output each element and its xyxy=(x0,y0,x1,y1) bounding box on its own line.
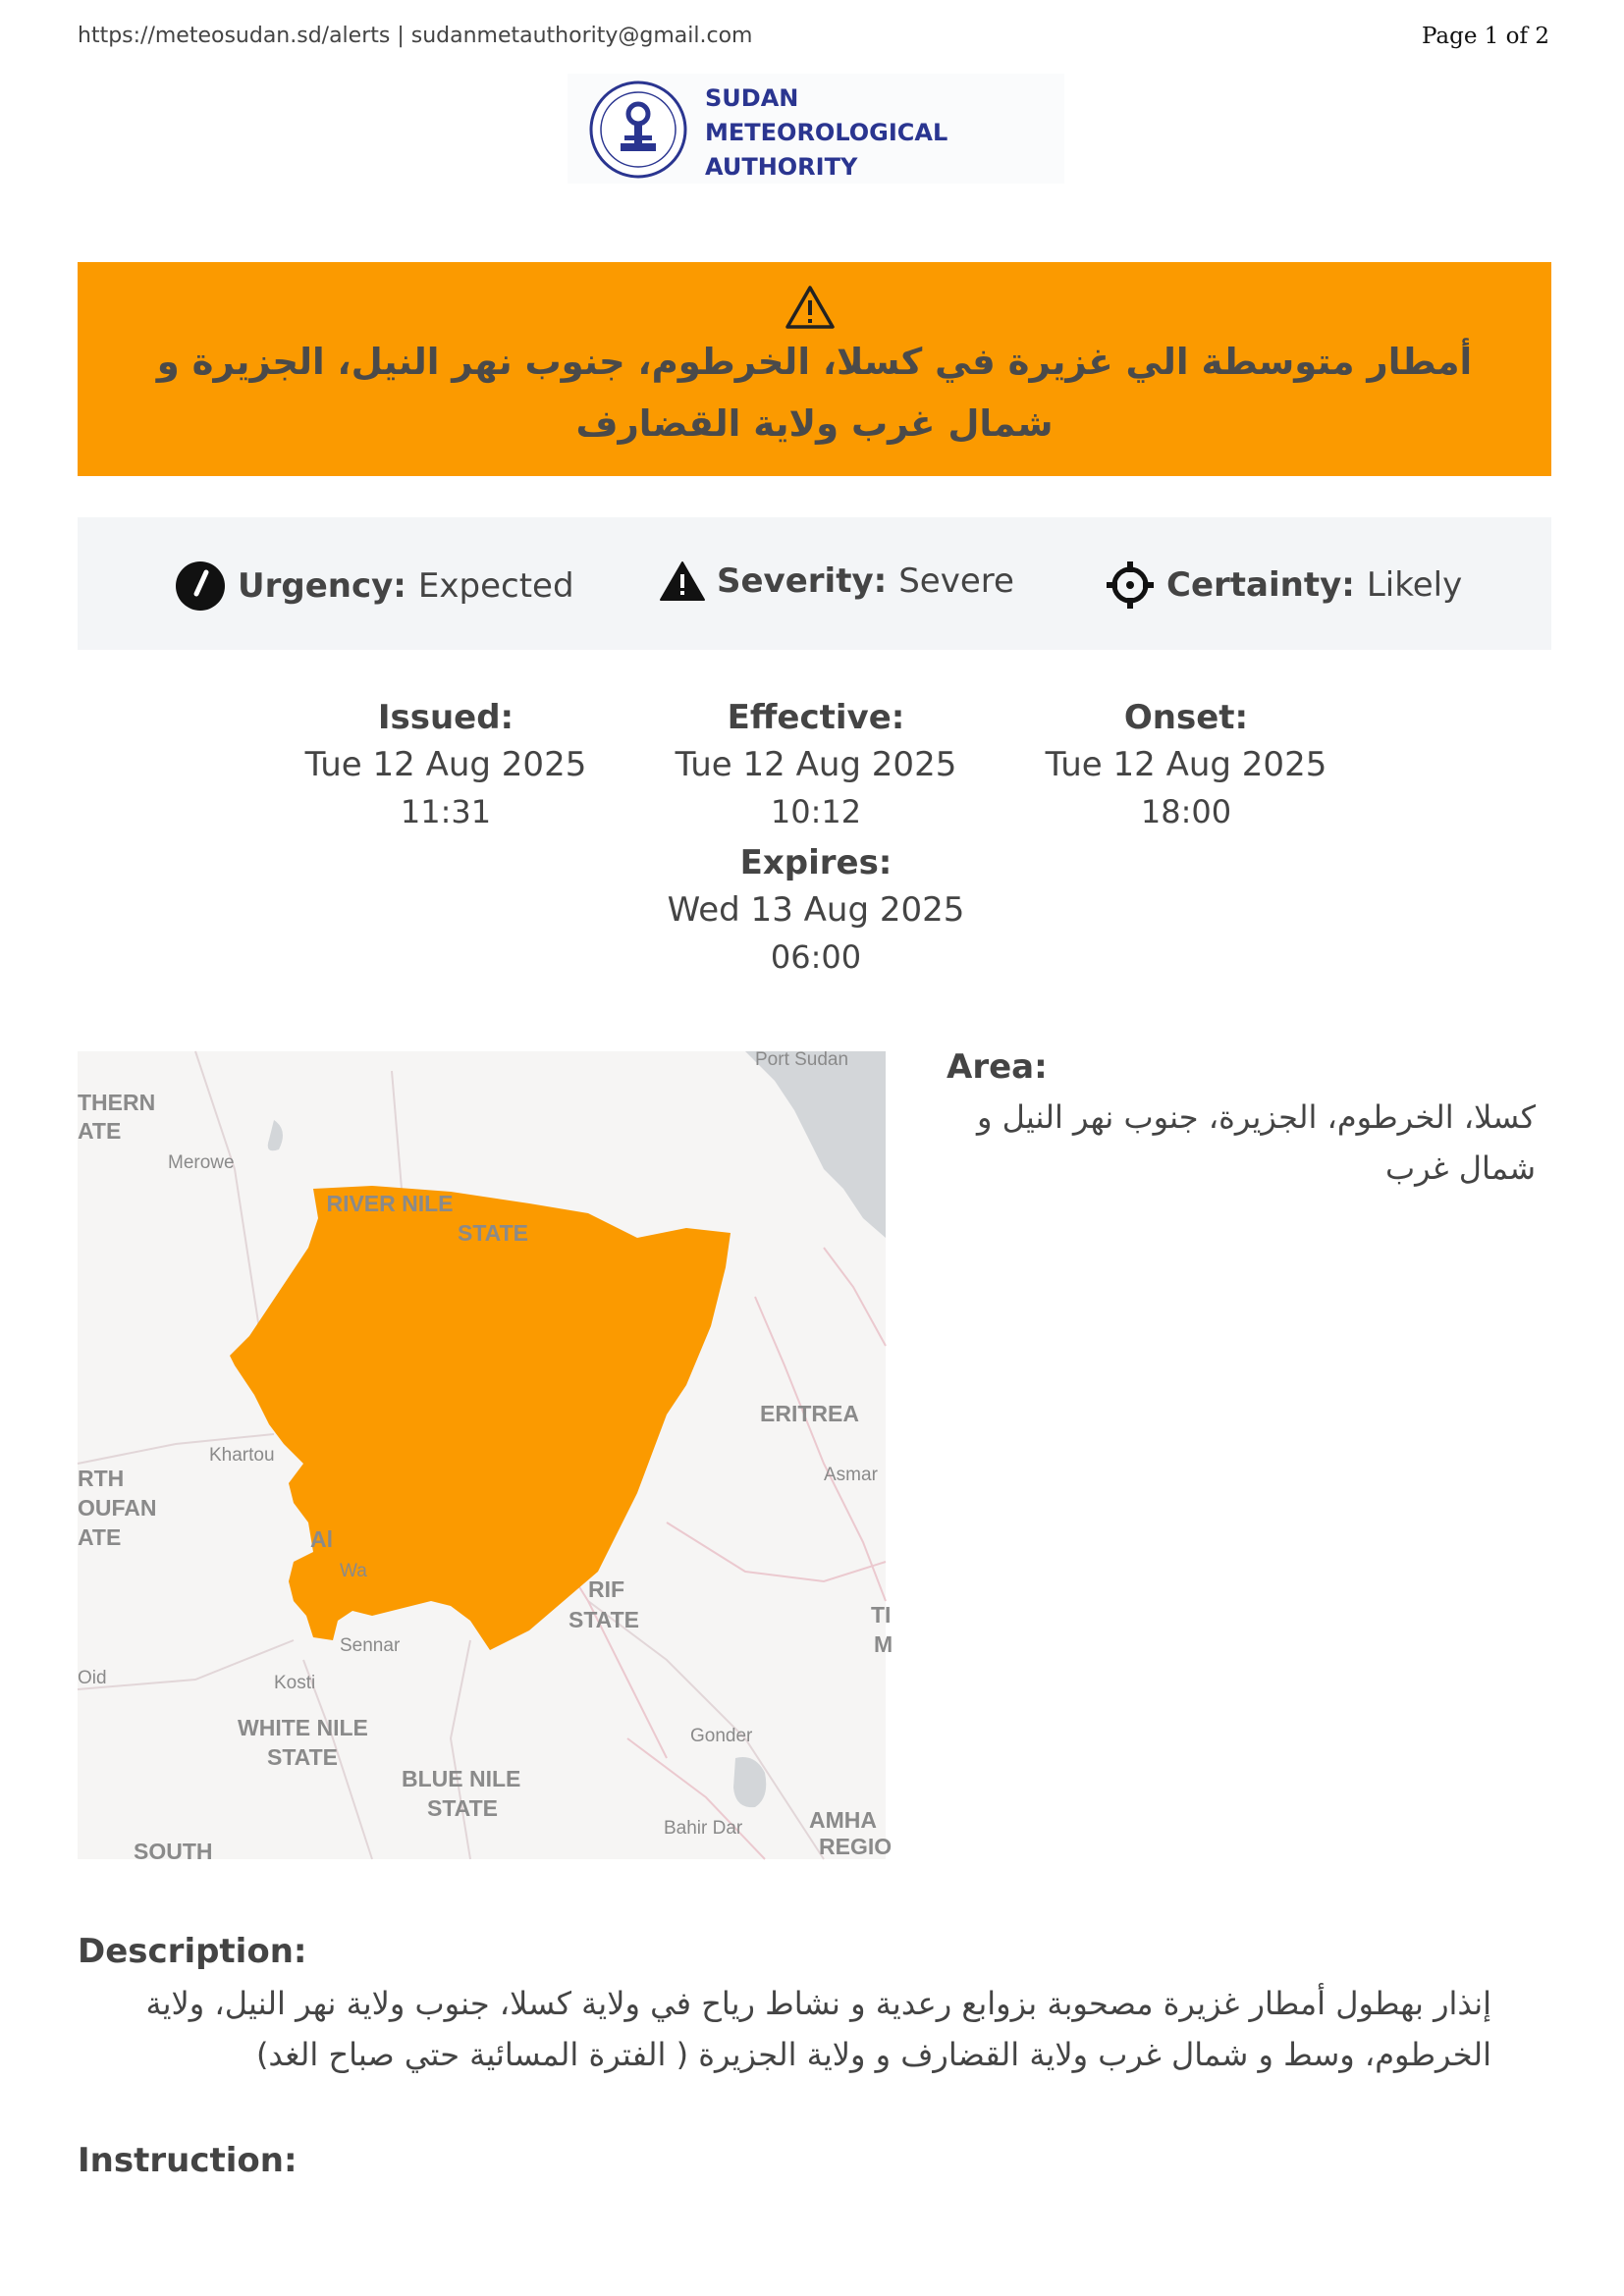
map-label-merowe: Merowe xyxy=(168,1152,235,1173)
urgency-value: Expected xyxy=(417,566,574,606)
logo-line-3: AUTHORITY xyxy=(705,153,858,181)
alert-meta-strip xyxy=(78,517,1551,650)
issued-date: Tue 12 Aug 2025 xyxy=(304,745,587,784)
onset-time: 18:00 xyxy=(1140,793,1232,830)
map-svg xyxy=(78,1049,893,1864)
map-label-ti: TI xyxy=(871,1602,892,1628)
onset-block xyxy=(1019,695,1353,834)
map-label-northern-2: ATE xyxy=(78,1118,122,1144)
map-label-white-nile-1: WHITE NILE xyxy=(238,1715,368,1740)
map-label-blue-nile-1: BLUE NILE xyxy=(402,1766,521,1791)
area-value: كسلا، الخرطوم، الجزيرة، جنوب نهر النيل و شمال غرب xyxy=(977,1098,1536,1187)
warning-icon xyxy=(660,561,705,602)
effective-time: 10:12 xyxy=(770,793,862,830)
expires-block xyxy=(649,840,983,980)
urgency-label: Urgency: xyxy=(238,566,406,606)
certainty-item xyxy=(1106,561,1462,610)
effective-date: Tue 12 Aug 2025 xyxy=(675,745,957,784)
page-indicator: Page 1 of 2 xyxy=(1421,24,1549,49)
crosshair-icon xyxy=(1106,561,1155,610)
warning-triangle-icon xyxy=(784,284,837,331)
severity-item xyxy=(660,561,1014,602)
header-contact-text: https://meteosudan.sd/alerts | sudanmetauthority@gmail.com xyxy=(78,24,753,48)
map-label-amhara-1: AMHA xyxy=(809,1807,877,1833)
map-label-obeid: Oid xyxy=(78,1668,107,1688)
alert-area-map xyxy=(78,1049,893,1864)
map-label-bahir-dar: Bahir Dar xyxy=(664,1818,743,1839)
map-label-south: SOUTH xyxy=(134,1839,213,1864)
description-value: إنذار بهطول أمطار غزيرة مصحوبة بزوابع رعدية و نشاط رياح في ولاية كسلا، جنوب ولاية نهر النيل، ولاية الخرطوم، وسط و شمال غرب ولاية القضارف و ولاية الجزيرة ( الفترة المسائية حتي صباح الغد) xyxy=(145,1985,1491,2073)
lake-shape xyxy=(268,1120,283,1150)
instruction-label: Instruction: xyxy=(78,2141,298,2180)
map-label-blue-nile-2: STATE xyxy=(427,1795,498,1821)
severity-label: Severity: xyxy=(717,561,888,601)
map-label-kordofan-2: OUFAN xyxy=(78,1495,157,1521)
map-label-al: Al xyxy=(310,1526,333,1552)
severity-value: Severe xyxy=(898,561,1014,601)
effective-block xyxy=(649,695,983,834)
map-label-kordofan-1: RTH xyxy=(78,1466,125,1491)
map-label-port-sudan: Port Sudan xyxy=(755,1049,849,1070)
map-label-white-nile-2: STATE xyxy=(267,1744,338,1770)
logo xyxy=(568,74,1064,184)
map-label-wad: Wa xyxy=(340,1561,367,1581)
clock-icon xyxy=(175,561,226,612)
issued-label: Issued: xyxy=(377,698,514,737)
map-label-river-nile-2: STATE xyxy=(458,1220,528,1246)
issued-block xyxy=(279,695,613,834)
certainty-label: Certainty: xyxy=(1166,565,1355,605)
issued-time: 11:31 xyxy=(400,793,492,830)
map-label-m: M xyxy=(874,1631,893,1657)
map-label-sennar: Sennar xyxy=(340,1635,401,1656)
effective-label: Effective: xyxy=(727,698,905,737)
map-label-kordofan-3: ATE xyxy=(78,1524,122,1550)
red-sea-shape xyxy=(745,1051,886,1238)
logo-line-2: METEOROLOGICAL xyxy=(705,119,948,146)
urgency-item xyxy=(175,561,574,612)
map-label-gedaref-state: STATE xyxy=(568,1607,639,1632)
alert-area-polygon xyxy=(230,1186,731,1650)
map-label-kosti: Kosti xyxy=(274,1673,316,1693)
map-label-amhara-2: REGIO xyxy=(819,1834,893,1859)
map-label-khartoum: Khartou xyxy=(209,1445,275,1466)
expires-label: Expires: xyxy=(739,843,893,882)
onset-date: Tue 12 Aug 2025 xyxy=(1045,745,1327,784)
map-label-rif: RIF xyxy=(588,1576,625,1602)
map-label-asmara: Asmar xyxy=(824,1465,878,1485)
expires-date: Wed 13 Aug 2025 xyxy=(667,890,965,930)
map-label-eritrea: ERITREA xyxy=(760,1401,859,1426)
onset-label: Onset: xyxy=(1123,698,1249,737)
map-label-river-nile-1: RIVER NILE xyxy=(326,1191,454,1216)
description-label: Description: xyxy=(78,1932,307,1971)
map-label-northern-1: THERN xyxy=(78,1090,156,1115)
expires-time: 06:00 xyxy=(770,938,862,976)
map-label-gonder: Gonder xyxy=(690,1726,753,1746)
area-label: Area: xyxy=(947,1047,1048,1087)
alert-title: أمطار متوسطة الي غزيرة في كسلا، الخرطوم، جنوب نهر النيل، الجزيرة و شمال غرب ولاية القضارف xyxy=(156,341,1473,445)
certainty-value: Likely xyxy=(1366,565,1463,605)
authority-seal-icon xyxy=(587,79,689,181)
logo-line-1: SUDAN xyxy=(705,84,799,112)
alert-banner xyxy=(78,262,1551,476)
